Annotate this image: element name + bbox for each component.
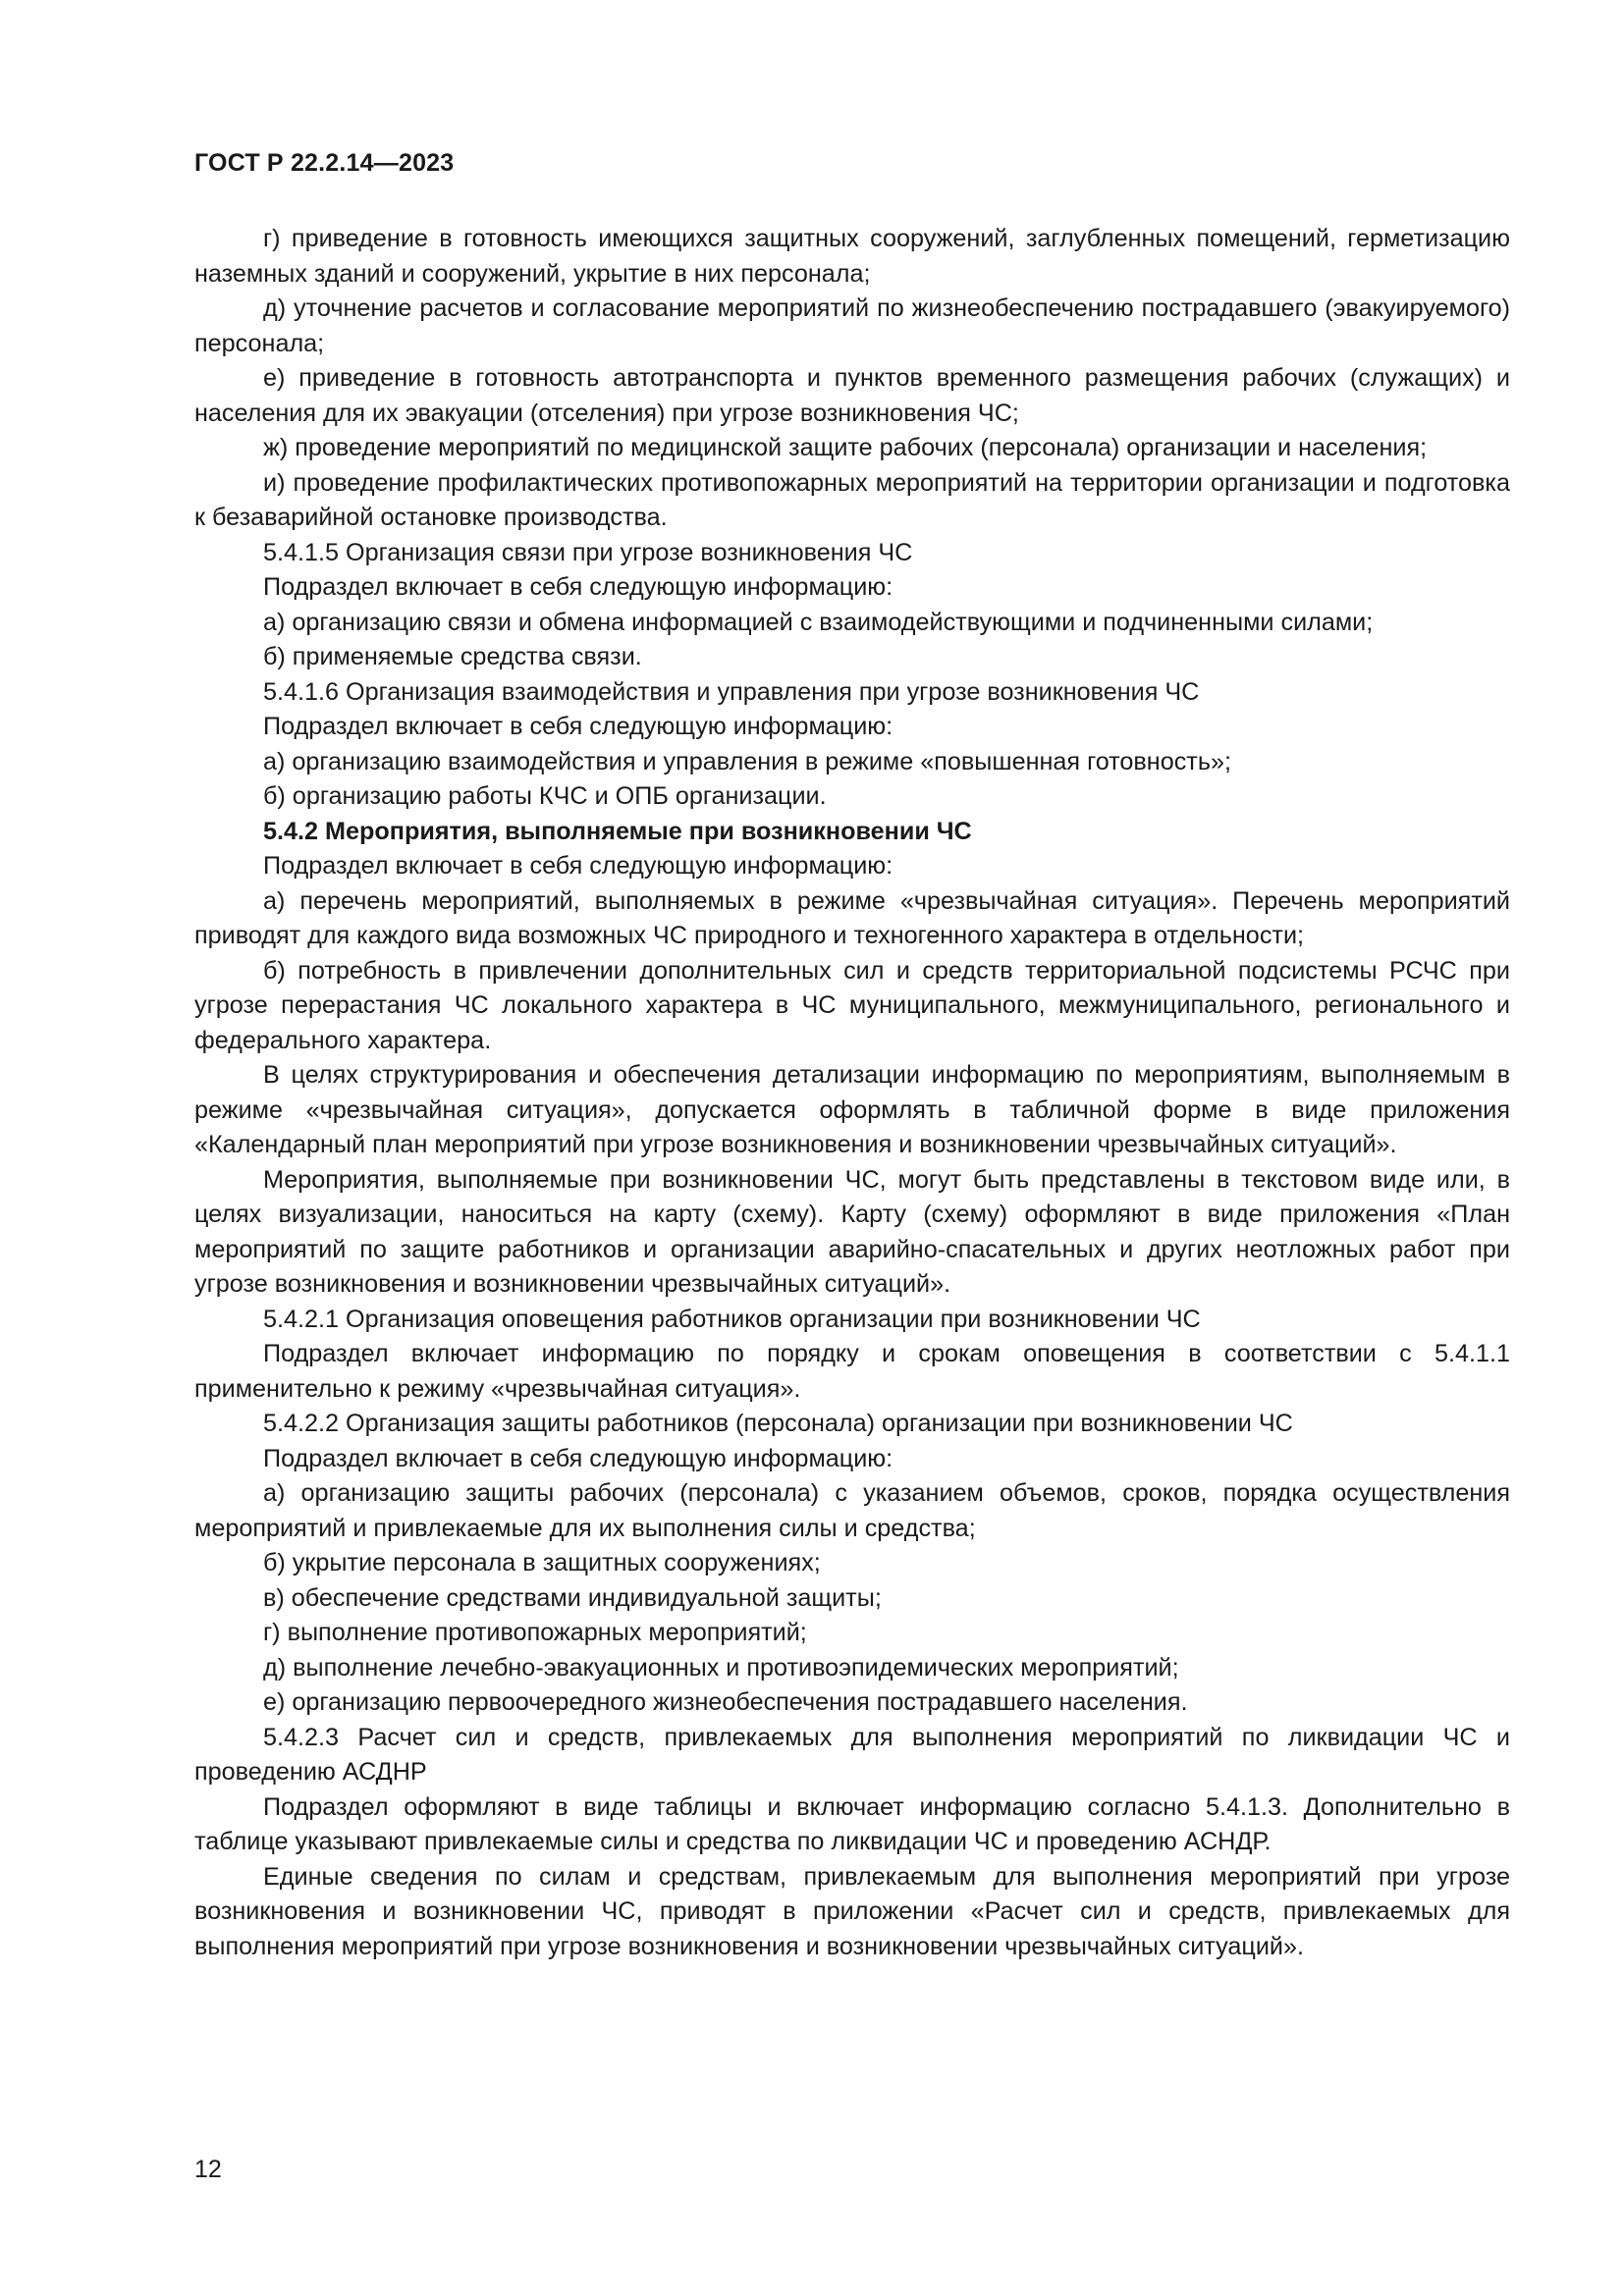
list-item-g-fire-measures: г) выполнение противопожарных мероприятий; bbox=[263, 1619, 807, 1646]
list-item-d-life-support: д) уточнение расчетов и согласование мероприятий по жизнеобеспечению пострадавшего (эвакуируемого) персонала; bbox=[194, 294, 1510, 357]
paragraph-notification: Подраздел включает информацию по порядку и срокам оповещения в соответствии с 5.4.1.1 применительно к режиму «чрезвычайная ситуация». bbox=[194, 1340, 1510, 1403]
section-intro: Подраздел включает в себя следующую информацию: bbox=[263, 713, 893, 740]
section-heading-5-4-1-6: 5.4.1.6 Организация взаимодействия и управления при угрозе возникновения ЧС bbox=[263, 677, 1200, 706]
list-item-i-fire-prevention: и) проведение профилактических противопожарных мероприятий на территории организации и подготовка к безаварийной остановке производства. bbox=[194, 468, 1510, 531]
section-intro: Подраздел включает в себя следующую информацию: bbox=[263, 573, 893, 601]
list-item-e-life-support: е) организацию первоочередного жизнеобеспечения пострадавшего населения. bbox=[263, 1688, 1188, 1716]
list-item-e-transport: е) приведение в готовность автотранспорта и пунктов временного размещения рабочих (служащих) и населения для их эвакуации (отселения) при угрозе возникновения ЧС; bbox=[194, 364, 1510, 427]
section-heading-5-4-2-3: 5.4.2.3 Расчет сил и средств, привлекаемых для выполнения мероприятий по ликвидации ЧС и проведению АСДНР bbox=[194, 1723, 1510, 1786]
section-heading-5-4-1-5: 5.4.1.5 Организация связи при угрозе возникновения ЧС bbox=[263, 538, 913, 566]
list-item-b-communication-means: б) применяемые средства связи. bbox=[263, 643, 642, 670]
document-body bbox=[194, 222, 1510, 1964]
section-heading-5-4-2: 5.4.2 Мероприятия, выполняемые при возникновении ЧС bbox=[263, 817, 972, 845]
section-heading-5-4-2-1: 5.4.2.1 Организация оповещения работников организации при возникновении ЧС bbox=[263, 1305, 1201, 1333]
list-item-d-medical-evacuation: д) выполнение лечебно-эвакуационных и противоэпидемических мероприятий; bbox=[263, 1653, 1179, 1682]
paragraph-structuring: В целях структурирования и обеспечения детализации информацию по мероприятиям, выполняемым в режиме «чрезвычайная ситуация», допускается оформлять в табличной форме в виде приложения «Календарный план мероприятий при угрозе возникновения и возникновении чрезвычайных ситуаций». bbox=[194, 1061, 1510, 1158]
list-item-g-shelters: г) приведение в готовность имеющихся защитных сооружений, заглубленных помещений, герметизацию наземных зданий и сооружений, укрытие в них персонала; bbox=[194, 225, 1510, 288]
paragraph-visualization: Мероприятия, выполняемые при возникновении ЧС, могут быть представлены в текстовом виде или, в целях визуализации, наноситься на карту (схему). Карту (схему) оформляют в виде приложения «План мероприятий по защите работников и организации аварийно-спасательных и других неотложных работ при угрозе возникновения и возникновении чрезвычайных ситуаций». bbox=[194, 1165, 1510, 1298]
list-item-b-additional-forces: б) потребность в привлечении дополнительных сил и средств территориальной подсистемы РСЧС при угрозе перерастания ЧС локального характера в ЧС муниципального, межмуниципального, регионального и федерального характера. bbox=[194, 956, 1510, 1054]
list-item-a-interaction: а) организацию взаимодействия и управления в режиме «повышенная готовность»; bbox=[263, 747, 1231, 775]
paragraph-table-info: Подраздел оформляют в виде таблицы и включает информацию согласно 5.4.1.3. Дополнительно в таблице указывают привлекаемые силы и средства по ликвидации ЧС и проведению АСНДР. bbox=[194, 1792, 1510, 1855]
section-heading-5-4-2-2: 5.4.2.2 Организация защиты работников (персонала) организации при возникновении ЧС bbox=[263, 1410, 1293, 1437]
section-intro: Подраздел включает в себя следующую информацию: bbox=[263, 1444, 893, 1472]
list-item-a-communication: а) организацию связи и обмена информацией с взаимодействующими и подчиненными силами; bbox=[263, 608, 1374, 636]
list-item-a-measures-list: а) перечень мероприятий, выполняемых в режиме «чрезвычайная ситуация». Перечень мероприятий приводят для каждого вида возможных ЧС природного и техногенного характера в отдельности; bbox=[194, 886, 1510, 949]
list-item-zh-medical: ж) проведение мероприятий по медицинской защите рабочих (персонала) организации и населения; bbox=[263, 434, 1428, 461]
list-item-a-protection: а) организацию защиты рабочих (персонала) с указанием объемов, сроков, порядка осуществления мероприятий и привлекаемые для их выполнения силы и средства; bbox=[194, 1479, 1510, 1542]
section-intro: Подраздел включает в себя следующую информацию: bbox=[263, 852, 893, 880]
page-number: 12 bbox=[194, 2156, 222, 2183]
list-item-b-shelter: б) укрытие персонала в защитных сооружениях; bbox=[263, 1549, 821, 1576]
list-item-b-kchs-opb: б) организацию работы КЧС и ОПБ организации. bbox=[263, 782, 827, 810]
paragraph-summary: Единые сведения по силам и средствам, привлекаемым для выполнения мероприятий при угрозе возникновения и возникновении ЧС, приводят в приложении «Расчет сил и средств, привлекаемых для выполнения мероприятий при угрозе возникновения и возникновении чрезвычайных ситуаций». bbox=[194, 1862, 1510, 1960]
list-item-v-ppe: в) обеспечение средствами индивидуальной защиты; bbox=[263, 1583, 882, 1612]
standard-code-header: ГОСТ Р 22.2.14—2023 bbox=[194, 149, 455, 177]
